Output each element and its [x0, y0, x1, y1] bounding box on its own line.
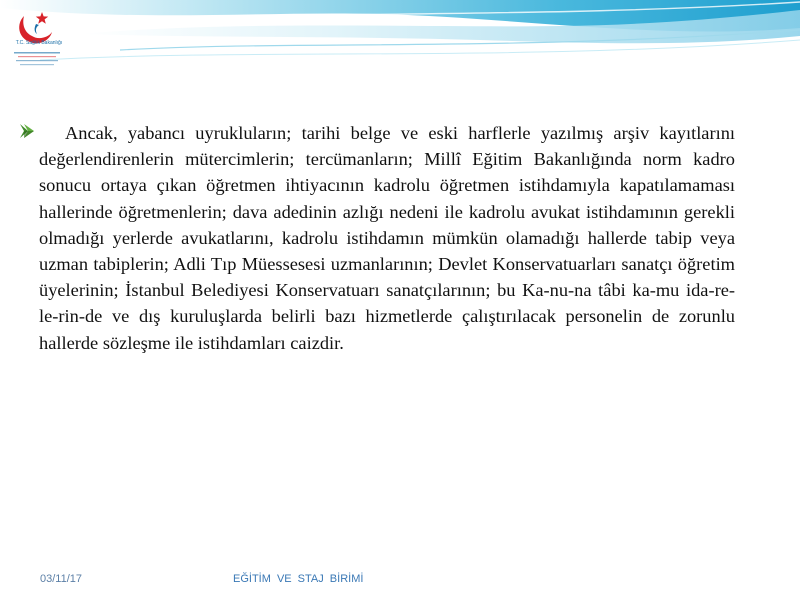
arrow-check-bullet-icon: [18, 121, 40, 141]
footer-date: 03/11/17: [40, 573, 83, 585]
header-wave-decoration: [0, 0, 800, 110]
ministry-logo: [6, 6, 68, 68]
main-paragraph: Ancak, yabancı uyrukluların; tarihi belge ve eski harflerle yazılmış arşiv kayıtlarını değerlendirenlerin mütercimlerin; tercümanların; Millî Eğitim Bakanlığında norm kadro sonucu ortaya çıkan öğretmen ihtiyacının kadrolu öğretmen istihdamıyla kapatılamaması hallerinde öğretmenlerin; dava adedinin azlığı nedeni ile kadrolu avukat istihdamının gerekli olmadığı yerlerde avukatlarını, kadrolu istihdamın mümkün olamadığı hallerde tabip veya uzman tabiplerin; Adli Tıp Müessesesi uzmanlarının; Devlet Konservatuarları sanatçı öğretim üyelerinin; İstanbul Belediyesi Konservatuarı sanatçılarının; bu Ka-nu-na tâbi ka-mu ida-re-le-rin-de ve dış kuruluşlarda belirli bazı hizmetlerde çalıştırılacak personelin de zorunlu hallerde sözleşme ile istihdamları caizdir.: [39, 123, 735, 353]
logo-ministry-name: T.C. Sağlık Bakanlığı: [15, 40, 63, 46]
content-block: [18, 120, 758, 356]
footer-unit-name: EĞİTİM VE STAJ BİRİMİ: [233, 573, 364, 585]
